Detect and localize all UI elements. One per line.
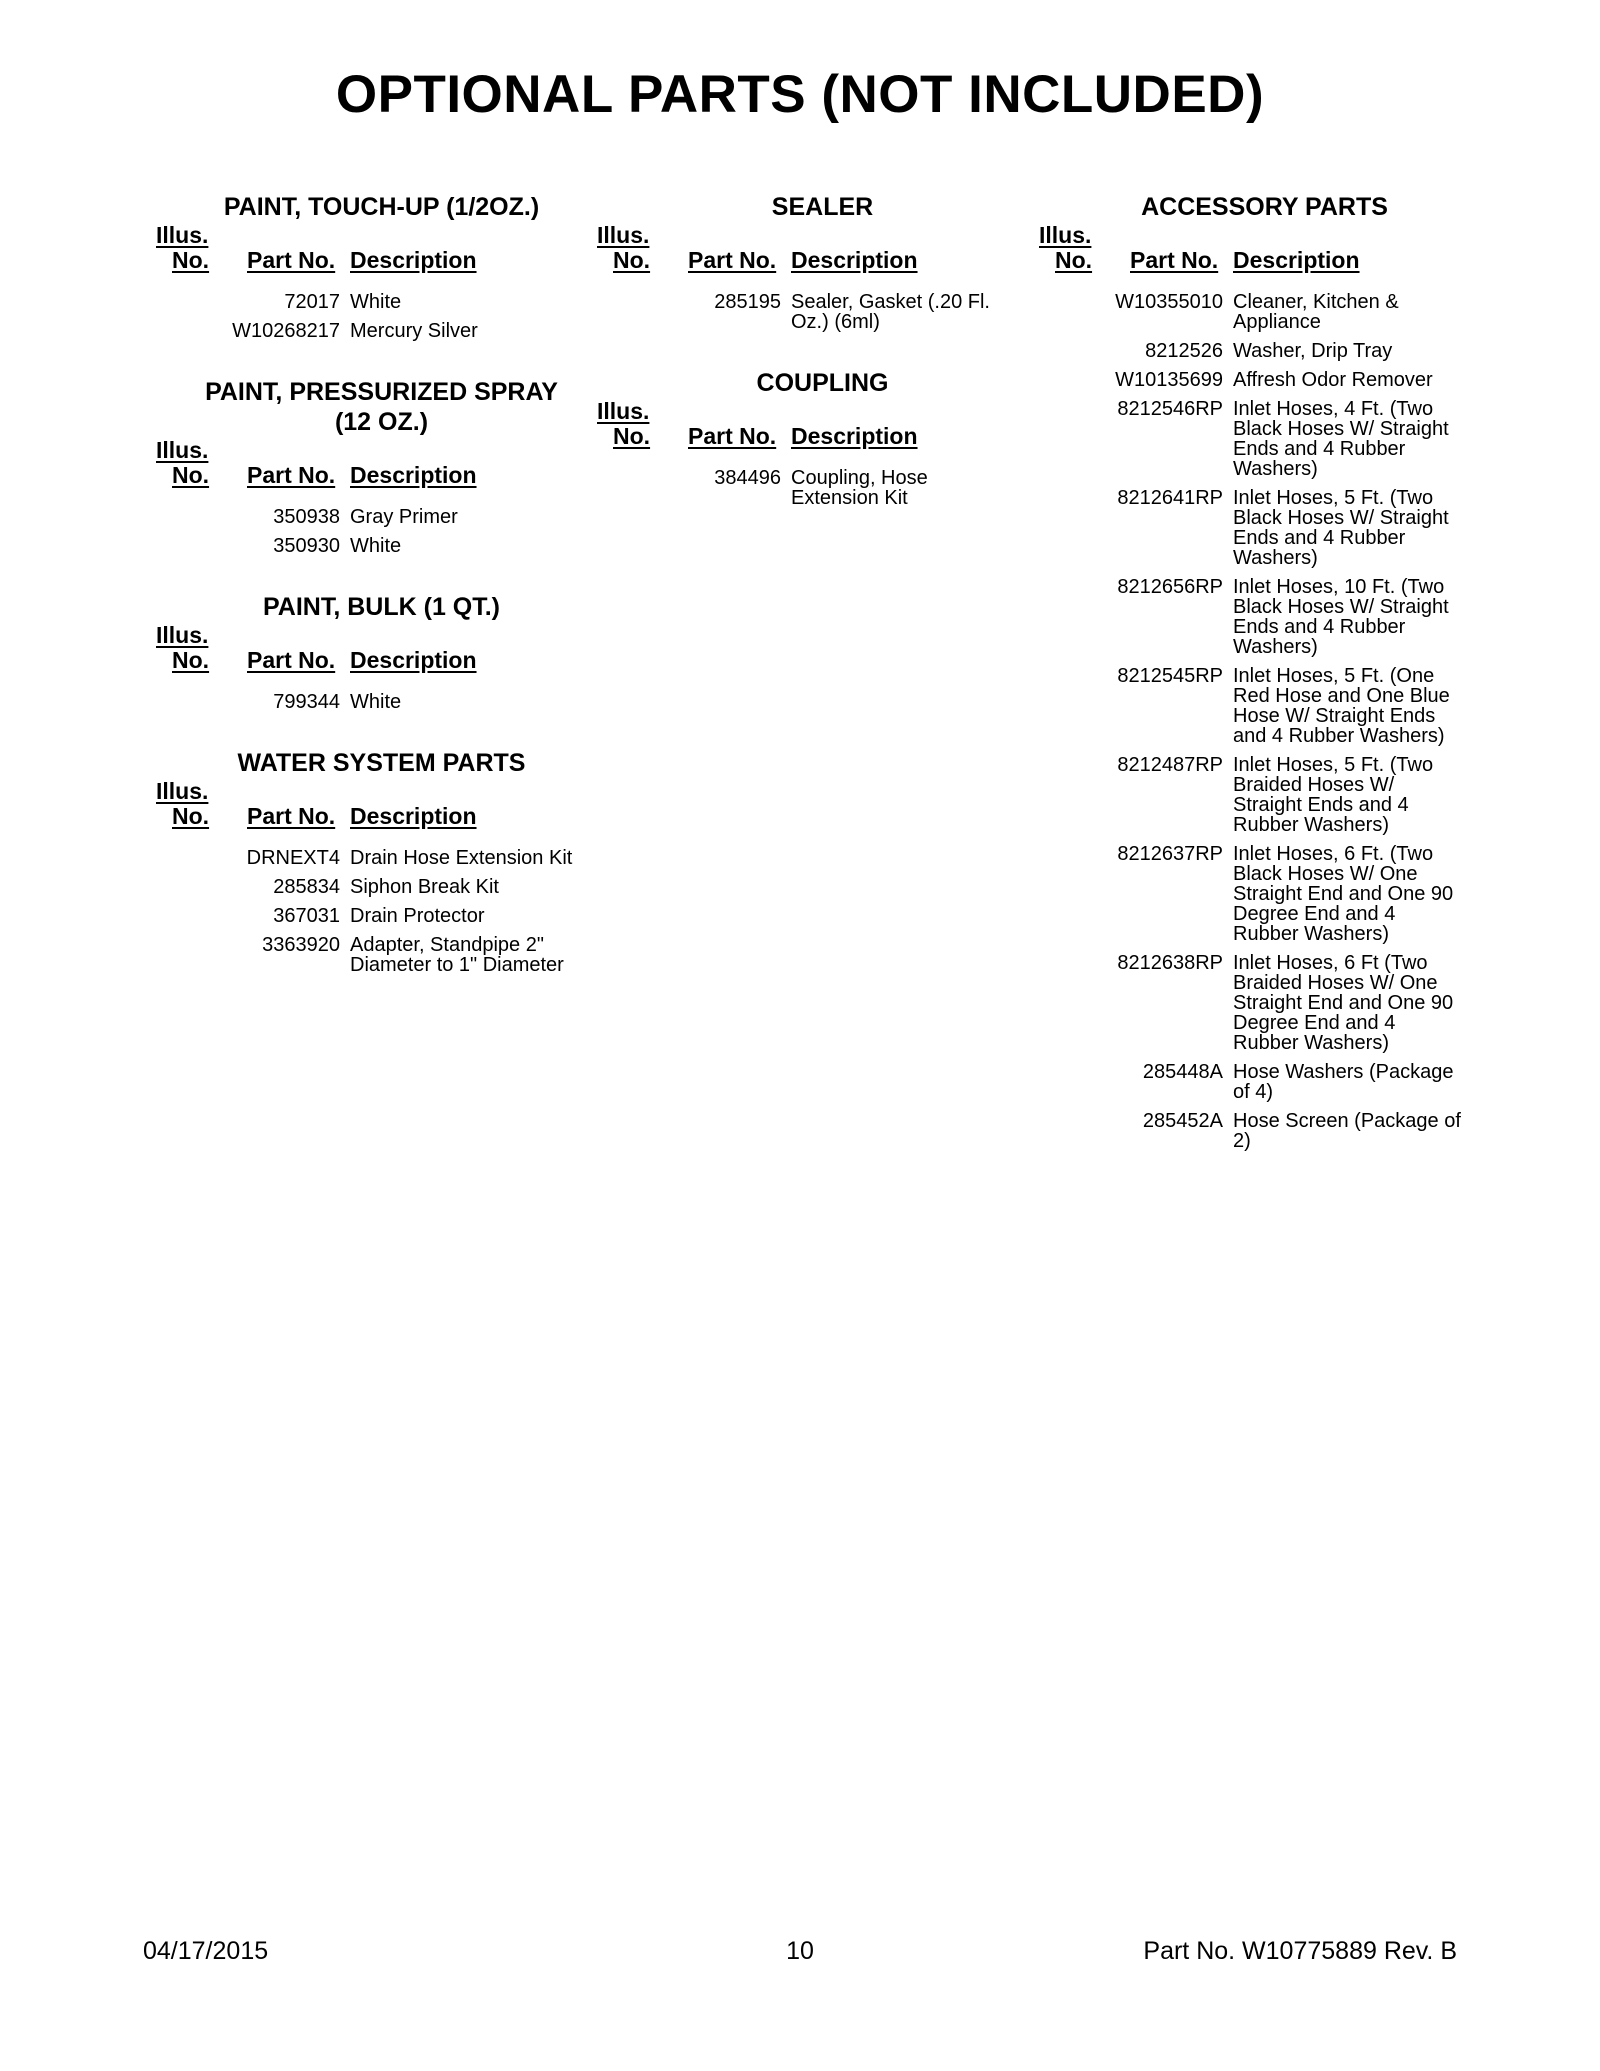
part-row: [154, 906, 579, 926]
column-right: [1037, 192, 1462, 1187]
part-number: 8212487RP: [1117, 754, 1223, 776]
header-description: Description: [350, 247, 477, 273]
header-description: Description: [350, 803, 477, 829]
header-part-no: Part No.: [247, 803, 336, 829]
part-description: Inlet Hoses, 5 Ft. (One Red Hose and One Blue Hose W/ Straight Ends and 4 Rubber Washers): [1233, 665, 1450, 747]
part-row: [1037, 341, 1462, 361]
header-part-no: Part No.: [247, 462, 336, 488]
column-headers: [595, 398, 1020, 452]
part-number: 285452A: [1142, 1110, 1223, 1132]
part-description: Siphon Break Kit: [350, 876, 499, 898]
parts-section: [1037, 192, 1462, 1151]
part-description: Inlet Hoses, 10 Ft. (Two Black Hoses W/ Straight Ends and 4 Rubber Washers): [1233, 576, 1449, 658]
parts-list: [154, 848, 579, 975]
parts-section: [595, 192, 1020, 332]
column-headers: [595, 222, 1020, 276]
header-illus: Illus.: [1039, 222, 1092, 248]
section-title: PAINT, TOUCH-UP (1/2OZ.): [223, 193, 540, 221]
part-description: Sealer, Gasket (.20 Fl. Oz.) (6ml): [791, 291, 990, 333]
part-row: [1037, 488, 1462, 568]
part-number: 8212545RP: [1117, 665, 1223, 687]
header-illus: Illus.: [156, 222, 209, 248]
part-description: Inlet Hoses, 4 Ft. (Two Black Hoses W/ Straight Ends and 4 Rubber Washers): [1233, 398, 1449, 480]
part-description: Hose Washers (Package of 4): [1233, 1061, 1454, 1103]
part-description: Hose Screen (Package of 2): [1233, 1110, 1461, 1152]
header-part-no: Part No.: [247, 647, 336, 673]
part-number: 285834: [273, 876, 340, 898]
part-description: Adapter, Standpipe 2" Diameter to 1" Diameter: [350, 934, 564, 976]
part-description: Gray Primer: [350, 506, 458, 528]
part-description: Inlet Hoses, 6 Ft (Two Braided Hoses W/ One Straight End and One 90 Degree End and 4 Rubber Washers): [1233, 952, 1454, 1054]
column-left: [154, 192, 579, 1011]
part-description: White: [350, 535, 402, 557]
header-illus: Illus.: [156, 778, 209, 804]
part-row: [154, 848, 579, 868]
part-description: Inlet Hoses, 5 Ft. (Two Braided Hoses W/ Straight Ends and 4 Rubber Washers): [1233, 754, 1434, 836]
part-number: 8212656RP: [1117, 576, 1223, 598]
column-middle: [595, 192, 1020, 544]
parts-list: [154, 692, 579, 712]
part-number: 8212638RP: [1117, 952, 1223, 974]
header-description: Description: [350, 462, 477, 488]
parts-section: [154, 592, 579, 712]
part-row: [595, 292, 1020, 332]
header-part-no: Part No.: [688, 247, 777, 273]
part-row: [154, 877, 579, 897]
column-headers: [1037, 222, 1462, 276]
section-title: PAINT, BULK (1 QT.): [262, 593, 501, 621]
part-description: Drain Protector: [350, 905, 485, 927]
part-description: Mercury Silver: [350, 320, 478, 342]
parts-list: [154, 507, 579, 556]
header-no: No.: [172, 647, 210, 673]
header-no: No.: [172, 247, 210, 273]
part-number: 350930: [273, 535, 340, 557]
part-number: 384496: [714, 467, 781, 489]
part-row: [154, 507, 579, 527]
header-no: No.: [613, 423, 651, 449]
part-row: [154, 692, 579, 712]
part-row: [1037, 666, 1462, 746]
part-row: [1037, 755, 1462, 835]
part-number: 3363920: [262, 934, 340, 956]
section-title: WATER SYSTEM PARTS: [237, 749, 526, 777]
header-no: No.: [172, 803, 210, 829]
part-description: Drain Hose Extension Kit: [350, 847, 573, 869]
part-description: Coupling, Hose Extension Kit: [791, 467, 928, 509]
part-number: 350938: [273, 506, 340, 528]
part-number: W10135699: [1115, 369, 1223, 391]
part-number: 8212637RP: [1117, 843, 1223, 865]
column-headers: [154, 437, 579, 491]
column-headers: [154, 622, 579, 676]
parts-list: [595, 468, 1020, 508]
part-description: Affresh Odor Remover: [1233, 369, 1433, 391]
section-title: SEALER: [771, 193, 874, 221]
part-description: Inlet Hoses, 6 Ft. (Two Black Hoses W/ One Straight End and One 90 Degree End and 4 Rubber Washers): [1233, 843, 1454, 945]
parts-section: [154, 377, 579, 556]
part-row: [1037, 399, 1462, 479]
part-description: Cleaner, Kitchen & Appliance: [1233, 291, 1399, 333]
part-description: Washer, Drip Tray: [1233, 340, 1393, 362]
section-title: ACCESSORY PARTS: [1141, 193, 1388, 221]
part-description: White: [350, 691, 402, 713]
page-title: OPTIONAL PARTS (NOT INCLUDED): [335, 65, 1265, 124]
part-row: [1037, 577, 1462, 657]
header-no: No.: [613, 247, 651, 273]
part-number: W10268217: [232, 320, 340, 342]
part-row: [1037, 370, 1462, 390]
section-title: COUPLING: [756, 369, 889, 397]
part-row: [154, 321, 579, 341]
part-number: 799344: [273, 691, 340, 713]
part-description: Inlet Hoses, 5 Ft. (Two Black Hoses W/ Straight Ends and 4 Rubber Washers): [1233, 487, 1449, 569]
part-row: [154, 292, 579, 312]
part-number: 8212526: [1145, 340, 1223, 362]
section-title: PAINT, PRESSURIZED SPRAY (12 OZ.): [205, 378, 558, 436]
header-description: Description: [791, 247, 918, 273]
part-number: 285195: [714, 291, 781, 313]
parts-list: [595, 292, 1020, 332]
part-row: [1037, 1062, 1462, 1102]
column-headers: [154, 778, 579, 832]
part-number: W10355010: [1115, 291, 1223, 313]
header-no: No.: [172, 462, 210, 488]
header-part-no: Part No.: [247, 247, 336, 273]
part-number: 8212641RP: [1117, 487, 1223, 509]
part-row: [1037, 844, 1462, 944]
parts-list: [1037, 292, 1462, 1151]
part-row: [154, 935, 579, 975]
header-illus: Illus.: [156, 622, 209, 648]
header-illus: Illus.: [156, 437, 209, 463]
parts-section: [154, 748, 579, 975]
parts-list: [154, 292, 579, 341]
header-part-no: Part No.: [688, 423, 777, 449]
part-number: 367031: [273, 905, 340, 927]
header-description: Description: [791, 423, 918, 449]
header-illus: Illus.: [597, 398, 650, 424]
part-row: [154, 536, 579, 556]
footer-date: 04/17/2015: [143, 1937, 269, 1965]
header-no: No.: [1055, 247, 1093, 273]
part-row: [1037, 953, 1462, 1053]
parts-section: [595, 368, 1020, 508]
parts-section: [154, 192, 579, 341]
header-part-no: Part No.: [1130, 247, 1219, 273]
header-description: Description: [1233, 247, 1360, 273]
part-description: White: [350, 291, 402, 313]
header-illus: Illus.: [597, 222, 650, 248]
part-number: DRNEXT4: [246, 847, 340, 869]
header-description: Description: [350, 647, 477, 673]
part-number: 285448A: [1142, 1061, 1223, 1083]
footer-page-number: 10: [786, 1937, 814, 1965]
part-number: 8212546RP: [1117, 398, 1223, 420]
part-row: [1037, 1111, 1462, 1151]
part-number: 72017: [284, 291, 340, 313]
column-headers: [154, 222, 579, 276]
part-row: [595, 468, 1020, 508]
footer-part-number: Part No. W10775889 Rev. B: [1143, 1937, 1457, 1965]
part-row: [1037, 292, 1462, 332]
